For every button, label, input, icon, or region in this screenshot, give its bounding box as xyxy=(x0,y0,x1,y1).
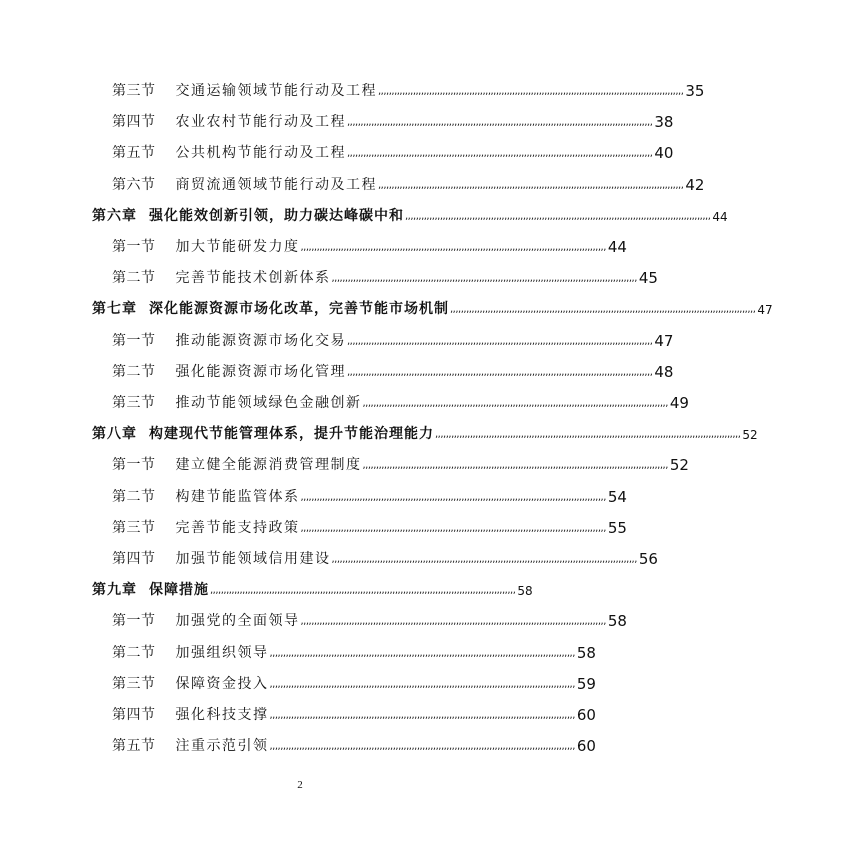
toc-section-entry[interactable] xyxy=(0,448,689,475)
toc-leader-dots: ,,,,,,,,,,,,,,,,,,,,,,,,,,,,,,,,,,,,,,,,,,,,,,,,,,,,,,,,,,,,,,,,,,,,,,,,,,,,,,,,,,,,,,,,,,,,,,,,,,,,,,,,,,,,,,,,,, xyxy=(269,678,575,690)
toc-leader-dots: ,,,,,,,,,,,,,,,,,,,,,,,,,,,,,,,,,,,,,,,,,,,,,,,,,,,,,,,,,,,,,,,,,,,,,,,,,,,,,,,,,,,,,,,,,,,,,,,,,,,,,,,,,,,,,,,,,, xyxy=(331,273,637,285)
toc-page-number: 58 xyxy=(607,612,627,631)
toc-entry-number: 第二节 xyxy=(112,363,156,380)
toc-entry-number: 第三节 xyxy=(112,675,156,692)
toc-page-number: 58 xyxy=(517,584,533,599)
toc-section-entry[interactable] xyxy=(0,511,627,537)
toc-leader-dots: ,,,,,,,,,,,,,,,,,,,,,,,,,,,,,,,,,,,,,,,,,,,,,,,,,,,,,,,,,,,,,,,,,,,,,,,,,,,,,,,,,,,,,,,,,,,,,,,,,,,,,,,,,,,,,,,,,, xyxy=(347,335,653,347)
toc-section-entry[interactable] xyxy=(0,74,705,100)
toc-entry-title: 深化能源资源市场化改革，完善节能市场机制 xyxy=(149,301,449,318)
toc-entry-title: 推动能源资源市场化交易 xyxy=(175,332,346,349)
toc-section-entry[interactable] xyxy=(0,480,627,506)
toc-leader-dots: ,,,,,,,,,,,,,,,,,,,,,,,,,,,,,,,,,,,,,,,,,,,,,,,,,,,,,,,,,,,,,,,,,,,,,,,,,,,,,,,,,,,,,,,,,,,,,,,,,,,,,,,,,,,,,,,,,, xyxy=(269,710,575,721)
toc-entry-title: 交通运输领域节能行动及工程 xyxy=(175,83,377,99)
toc-entry-number: 第三节 xyxy=(112,83,156,99)
toc-page-number: 56 xyxy=(638,550,658,568)
toc-entry-title: 加强节能领域信用建设 xyxy=(175,551,331,567)
toc-leader-dots: ,,,,,,,,,,,,,,,,,,,,,,,,,,,,,,,,,,,,,,,,,,,,,,,,,,,,,,,,,,,,,,,,,,,,,,,,,,,,,,,,,,,,,,,,,,,,,,,,,,,,,,,,,,,,,,,,,, xyxy=(347,148,653,160)
toc-entry-number: 第七章 xyxy=(92,301,137,318)
toc-entry-number: 第六章 xyxy=(92,207,137,224)
toc-entry-number: 第三节 xyxy=(112,395,156,411)
toc-leader-dots: ,,,,,,,,,,,,,,,,,,,,,,,,,,,,,,,,,,,,,,,,,,,,,,,,,,,,,,,,,,,,,,,,,,,,,,,,,,,,,,,,,,,,,,,,,,,,,,,,,,,,,,,,,,,,,,,,,, xyxy=(300,522,606,534)
toc-section-entry[interactable] xyxy=(0,105,674,132)
toc-entry-number: 第三节 xyxy=(112,519,156,536)
toc-entry-number: 第四节 xyxy=(112,114,156,131)
toc-entry-number: 第一节 xyxy=(112,332,156,349)
toc-entry-title: 公共机构节能行动及工程 xyxy=(175,145,346,162)
toc-page-number: 52 xyxy=(669,456,689,475)
toc-page-number: 47 xyxy=(654,331,674,350)
toc-section-entry[interactable] xyxy=(0,636,600,662)
toc-entry-title: 强化能源资源市场化管理 xyxy=(175,363,346,380)
toc-entry-title: 构建节能监管体系 xyxy=(175,488,300,505)
toc-leader-dots: ,,,,,,,,,,,,,,,,,,,,,,,,,,,,,,,,,,,,,,,,,,,,,,,,,,,,,,,,,,,,,,,,,,,,,,,,,,,,,,,,,,,,,,,,,,,,,,,,,,,,,,,,,,,,,,,,,, xyxy=(362,460,668,472)
toc-leader-dots: ,,,,,,,,,,,,,,,,,,,,,,,,,,,,,,,,,,,,,,,,,,,,,,,,,,,,,,,,,,,,,,,,,,,,,,,,,,,,,,,,,,,,,,,,,,,,,,,,,,,,,,,,,,,,,,,,,, xyxy=(300,616,606,628)
toc-entry-title: 完善节能支持政策 xyxy=(175,519,300,536)
toc-entry-title: 建立健全能源消费管理制度 xyxy=(175,457,362,474)
toc-section-entry[interactable] xyxy=(0,230,627,256)
toc-entry-number: 第二节 xyxy=(112,270,156,287)
toc-entry-number: 第二节 xyxy=(112,488,156,505)
toc-section-entry[interactable] xyxy=(0,168,705,194)
toc-leader-dots: ,,,,,,,,,,,,,,,,,,,,,,,,,,,,,,,,,,,,,,,,,,,,,,,,,,,,,,,,,,,,,,,,,,,,,,,,,,,,,,,,,,,,,,,,,,,,,,,,,,,,,,,,,,,,,,,,,, xyxy=(347,366,653,378)
toc-page-number: 44 xyxy=(607,238,627,256)
toc-leader-dots: ,,,,,,,,,,,,,,,,,,,,,,,,,,,,,,,,,,,,,,,,,,,,,,,,,,,,,,,,,,,,,,,,,,,,,,,,,,,,,,,,,,,,,,,,,,,,,,,,,,,,,,,,,,,,,,,,,, xyxy=(378,179,684,191)
toc-page-number: 47 xyxy=(757,303,773,318)
toc-page-number: 54 xyxy=(607,487,627,506)
toc-leader-dots: ,,,,,,,,,,,,,,,,,,,,,,,,,,,,,,,,,,,,,,,,,,,,,,,,,,,,,,,,,,,,,,,,,,,,,,,,,,,,,,,,,,,,,,,,,,,,,,,,,,,,,,,,,,,,,,,,,, xyxy=(300,242,606,253)
toc-entry-number: 第一节 xyxy=(112,457,156,474)
toc-entry-title: 注重示范引领 xyxy=(175,738,269,755)
toc-section-entry[interactable] xyxy=(0,698,600,724)
toc-page-number: 55 xyxy=(607,518,627,537)
toc-page-number: 59 xyxy=(576,674,596,693)
toc-page-number: 60 xyxy=(576,706,596,724)
toc-entry-number: 第四节 xyxy=(112,551,156,567)
toc-page-number: 40 xyxy=(654,144,674,163)
toc-page-number: 42 xyxy=(685,175,705,194)
toc-leader-dots: ,,,,,,,,,,,,,,,,,,,,,,,,,,,,,,,,,,,,,,,,,,,,,,,,,,,,,,,,,,,,,,,,,,,,,,,,,,,,,,,,,,,,,,,,,,,,,,,,,,,,,,,,,,,,,,,,,, xyxy=(210,585,516,597)
toc-leader-dots: ,,,,,,,,,,,,,,,,,,,,,,,,,,,,,,,,,,,,,,,,,,,,,,,,,,,,,,,,,,,,,,,,,,,,,,,,,,,,,,,,,,,,,,,,,,,,,,,,,,,,,,,,,,,,,,,,,, xyxy=(269,741,575,753)
toc-entry-number: 第五节 xyxy=(112,145,156,162)
toc-leader-dots: ,,,,,,,,,,,,,,,,,,,,,,,,,,,,,,,,,,,,,,,,,,,,,,,,,,,,,,,,,,,,,,,,,,,,,,,,,,,,,,,,,,,,,,,,,,,,,,,,,,,,,,,,,,,,,,,,,, xyxy=(435,429,741,441)
toc-page-number: 48 xyxy=(654,362,674,381)
toc-leader-dots: ,,,,,,,,,,,,,,,,,,,,,,,,,,,,,,,,,,,,,,,,,,,,,,,,,,,,,,,,,,,,,,,,,,,,,,,,,,,,,,,,,,,,,,,,,,,,,,,,,,,,,,,,,,,,,,,,,, xyxy=(269,647,575,659)
toc-leader-dots: ,,,,,,,,,,,,,,,,,,,,,,,,,,,,,,,,,,,,,,,,,,,,,,,,,,,,,,,,,,,,,,,,,,,,,,,,,,,,,,,,,,,,,,,,,,,,,,,,,,,,,,,,,,,,,,,,,, xyxy=(362,398,668,409)
toc-entry-title: 构建现代节能管理体系，提升节能治理能力 xyxy=(149,426,434,443)
toc-page-number: 60 xyxy=(576,737,596,756)
toc-chapter-entry[interactable] xyxy=(0,199,728,225)
toc-page-number: 49 xyxy=(669,394,689,412)
toc-leader-dots: ,,,,,,,,,,,,,,,,,,,,,,,,,,,,,,,,,,,,,,,,,,,,,,,,,,,,,,,,,,,,,,,,,,,,,,,,,,,,,,,,,,,,,,,,,,,,,,,,,,,,,,,,,,,,,,,,,, xyxy=(405,210,711,222)
toc-entry-number: 第一节 xyxy=(112,239,156,255)
toc-entry-number: 第六节 xyxy=(112,176,156,193)
toc-entry-title: 强化能效创新引领，助力碳达峰碳中和 xyxy=(149,207,404,224)
toc-leader-dots: ,,,,,,,,,,,,,,,,,,,,,,,,,,,,,,,,,,,,,,,,,,,,,,,,,,,,,,,,,,,,,,,,,,,,,,,,,,,,,,,,,,,,,,,,,,,,,,,,,,,,,,,,,,,,,,,,,, xyxy=(450,304,756,316)
toc-entry-number: 第二节 xyxy=(112,644,156,661)
toc-chapter-entry[interactable] xyxy=(0,573,600,599)
toc-page-number: 58 xyxy=(576,643,596,662)
toc-section-entry[interactable] xyxy=(0,386,689,412)
toc-section-entry[interactable] xyxy=(0,261,658,288)
toc-section-entry[interactable] xyxy=(0,667,600,693)
toc-entry-title: 完善节能技术创新体系 xyxy=(175,270,331,287)
toc-entry-number: 第九章 xyxy=(92,582,137,599)
toc-entry-title: 推动节能领域绿色金融创新 xyxy=(175,395,362,411)
toc-entry-title: 保障资金投入 xyxy=(175,675,269,692)
toc-entry-title: 保障措施 xyxy=(149,582,209,599)
toc-entry-title: 加强党的全面领导 xyxy=(175,613,300,630)
toc-entry-title: 加强组织领导 xyxy=(175,644,269,661)
toc-leader-dots: ,,,,,,,,,,,,,,,,,,,,,,,,,,,,,,,,,,,,,,,,,,,,,,,,,,,,,,,,,,,,,,,,,,,,,,,,,,,,,,,,,,,,,,,,,,,,,,,,,,,,,,,,,,,,,,,,,, xyxy=(331,554,637,565)
toc-section-entry[interactable] xyxy=(0,604,627,631)
toc-entry-title: 加大节能研发力度 xyxy=(175,239,300,255)
toc-chapter-entry[interactable] xyxy=(0,292,773,318)
toc-entry-title: 农业农村节能行动及工程 xyxy=(175,114,346,131)
toc-entry-title: 强化科技支撑 xyxy=(175,707,269,723)
toc-page-number: 45 xyxy=(638,269,658,288)
toc-leader-dots: ,,,,,,,,,,,,,,,,,,,,,,,,,,,,,,,,,,,,,,,,,,,,,,,,,,,,,,,,,,,,,,,,,,,,,,,,,,,,,,,,,,,,,,,,,,,,,,,,,,,,,,,,,,,,,,,,,, xyxy=(378,86,684,97)
toc-page-number: 35 xyxy=(685,82,705,100)
toc-section-entry[interactable] xyxy=(0,729,600,755)
toc-chapter-entry[interactable] xyxy=(0,417,758,443)
toc-section-entry[interactable] xyxy=(0,324,674,350)
toc-leader-dots: ,,,,,,,,,,,,,,,,,,,,,,,,,,,,,,,,,,,,,,,,,,,,,,,,,,,,,,,,,,,,,,,,,,,,,,,,,,,,,,,,,,,,,,,,,,,,,,,,,,,,,,,,,,,,,,,,,, xyxy=(347,117,653,129)
toc-page-number: 44 xyxy=(712,209,728,224)
toc-entry-number: 第一节 xyxy=(112,613,156,630)
toc-leader-dots: ,,,,,,,,,,,,,,,,,,,,,,,,,,,,,,,,,,,,,,,,,,,,,,,,,,,,,,,,,,,,,,,,,,,,,,,,,,,,,,,,,,,,,,,,,,,,,,,,,,,,,,,,,,,,,,,,,, xyxy=(300,491,606,503)
toc-section-entry[interactable] xyxy=(0,355,674,381)
toc-section-entry[interactable] xyxy=(0,136,674,163)
toc-entry-number: 第五节 xyxy=(112,738,156,755)
toc-entry-number: 第八章 xyxy=(92,426,137,443)
toc-page-number: 52 xyxy=(742,428,758,443)
page-number: 2 xyxy=(297,779,303,791)
toc-entry-title: 商贸流通领域节能行动及工程 xyxy=(175,176,377,193)
toc-entry-number: 第四节 xyxy=(112,707,156,723)
toc-section-entry[interactable] xyxy=(0,542,658,568)
toc-page-number: 38 xyxy=(654,113,674,132)
